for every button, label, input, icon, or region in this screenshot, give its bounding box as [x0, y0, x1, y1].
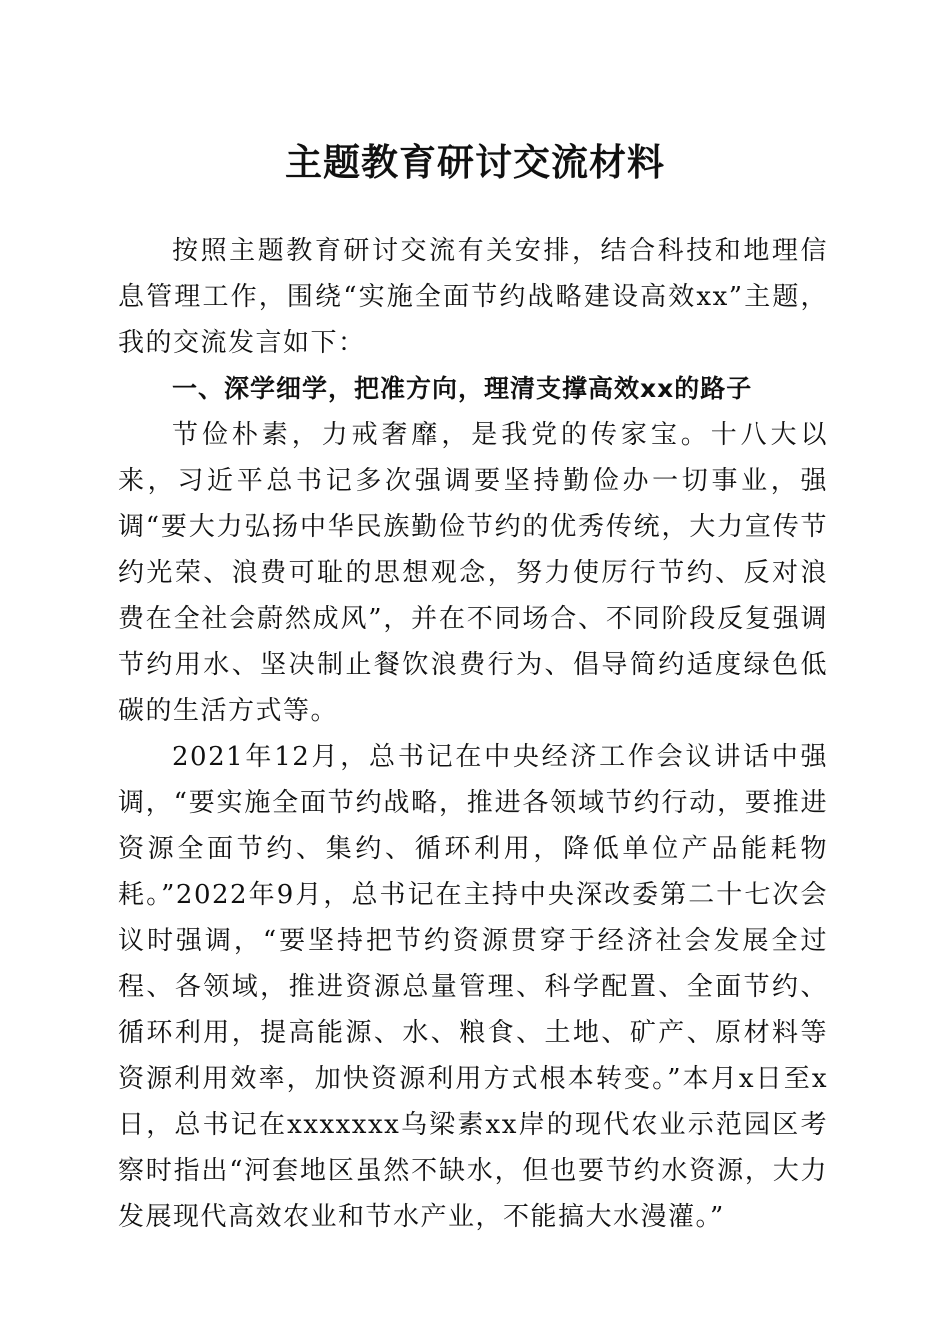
body-paragraph: 2021年12月，总书记在中央经济工作会议讲话中强调，“要实施全面节约战略，推进各领域节约行动，要推进资源全面节约、集约、循环利用，降低单位产品能耗物耗。”2022年9月，总书记在主持中央深改委第二十七次会议时强调，“要坚持把节约资源贯穿于经济社会发展全过程、各领域，推进资源总量管理、科学配置、全面节约、循环利用，提高能源、水、粮食、土地、矿产、原材料等资源利用效率，加快资源利用方式根本转变。”本月x日至x日，总书记在xxxxxxx乌梁素xx岸的现代农业示范园区考察时指出“河套地区虽然不缺水，但也要节约水资源，大力发展现代高效农业和节水产业，不能搞大水漫灌。”	[118, 742, 828, 1232]
document-title: 主题教育研讨交流材料	[285, 140, 665, 184]
intro-paragraph: 按照主题教育研讨交流有关安排，结合科技和地理信息管理工作，围绕“实施全面节约战略建设高效xx”主题，我的交流发言如下：	[118, 236, 828, 358]
section-heading: 一、深学细学，把准方向，理清支撑高效xx的路子	[172, 374, 753, 403]
document-body	[118, 228, 828, 1240]
body-paragraph: 节俭朴素，力戒奢靡，是我党的传家宝。十八大以来，习近平总书记多次强调要坚持勤俭办一切事业，强调“要大力弘扬中华民族勤俭节约的优秀传统，大力宣传节约光荣、浪费可耻的思想观念，努力使厉行节约、反对浪费在全社会蔚然成风”，并在不同场合、不同阶段反复强调节约用水、坚决制止餐饮浪费行为、倡导简约适度绿色低碳的生活方式等。	[118, 420, 828, 726]
